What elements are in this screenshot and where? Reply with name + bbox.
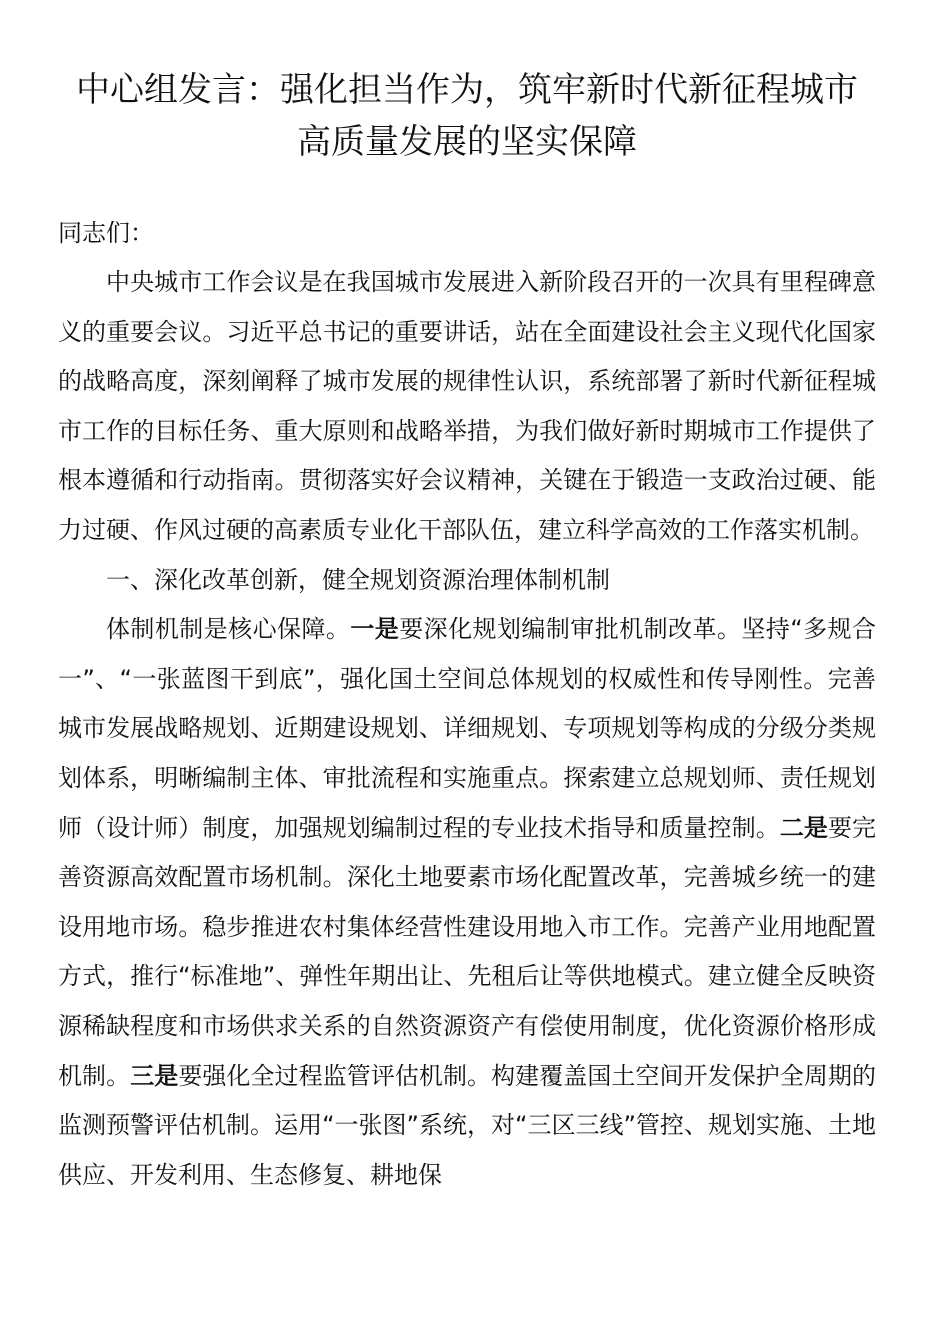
point-2-text: 要完善资源高效配置市场机制。深化土地要素市场化配置改革，完善城乡统一的建设用地市场。稳步推进农村集体经营性建设用地入市工作。完善产业用地配置方式，推行“标准地”、弹性年期出让、先租后让等供地模式。建立健全反映资源稀缺程度和市场供求关系的自然资源资产有偿使用制度，优化资源价格形成机制。	[58, 813, 877, 1090]
section-body-paragraph	[58, 605, 876, 1200]
point-3-label: 三是	[130, 1061, 179, 1090]
title-line-1: 中心组发言：强化担当作为，筑牢新时代新征程城市	[76, 70, 858, 110]
point-1-text: 要深化规划编制审批机制改革。坚持“多规合一”、“一张蓝图干到底”，强化国土空间总体规划的权威性和传导刚性。完善城市发展战略规划、近期建设规划、详细规划、专项规划等构成的分级分类规划体系，明晰编制主体、审批流程和实施重点。探索建立总规划师、责任规划师（设计师）制度，加强规划编制过程的专业技术指导和质量控制。	[58, 615, 876, 842]
title-line-2: 高质量发展的坚实保障	[297, 122, 637, 162]
point-2-label: 二是	[779, 813, 828, 842]
point-1-label: 一是	[350, 615, 400, 644]
section-lead: 体制机制是核心保障。	[106, 615, 351, 644]
intro-paragraph: 中央城市工作会议是在我国城市发展进入新阶段召开的一次具有里程碑意义的重要会议。习近平总书记的重要讲话，站在全面建设社会主义现代化国家的战略高度，深刻阐释了城市发展的规律性认识，系统部署了新时代新征程城市工作的目标任务、重大原则和战略举措，为我们做好新时期城市工作提供了根本遵循和行动指南。贯彻落实好会议精神，关键在于锻造一支政治过硬、能力过硬、作风过硬的高素质专业化干部队伍，建立科学高效的工作落实机制。	[58, 268, 876, 544]
document-title	[58, 64, 876, 168]
greeting: 同志们：	[58, 219, 154, 247]
section-heading: 一、深化改革创新，健全规划资源治理体制机制	[106, 565, 610, 594]
point-3-text: 要强化全过程监管评估机制。构建覆盖国土空间开发保护全周期的监测预警评估机制。运用“一张图”系统，对“三区三线”管控、规划实施、土地供应、开发利用、生态修复、耕地保	[58, 1061, 877, 1189]
